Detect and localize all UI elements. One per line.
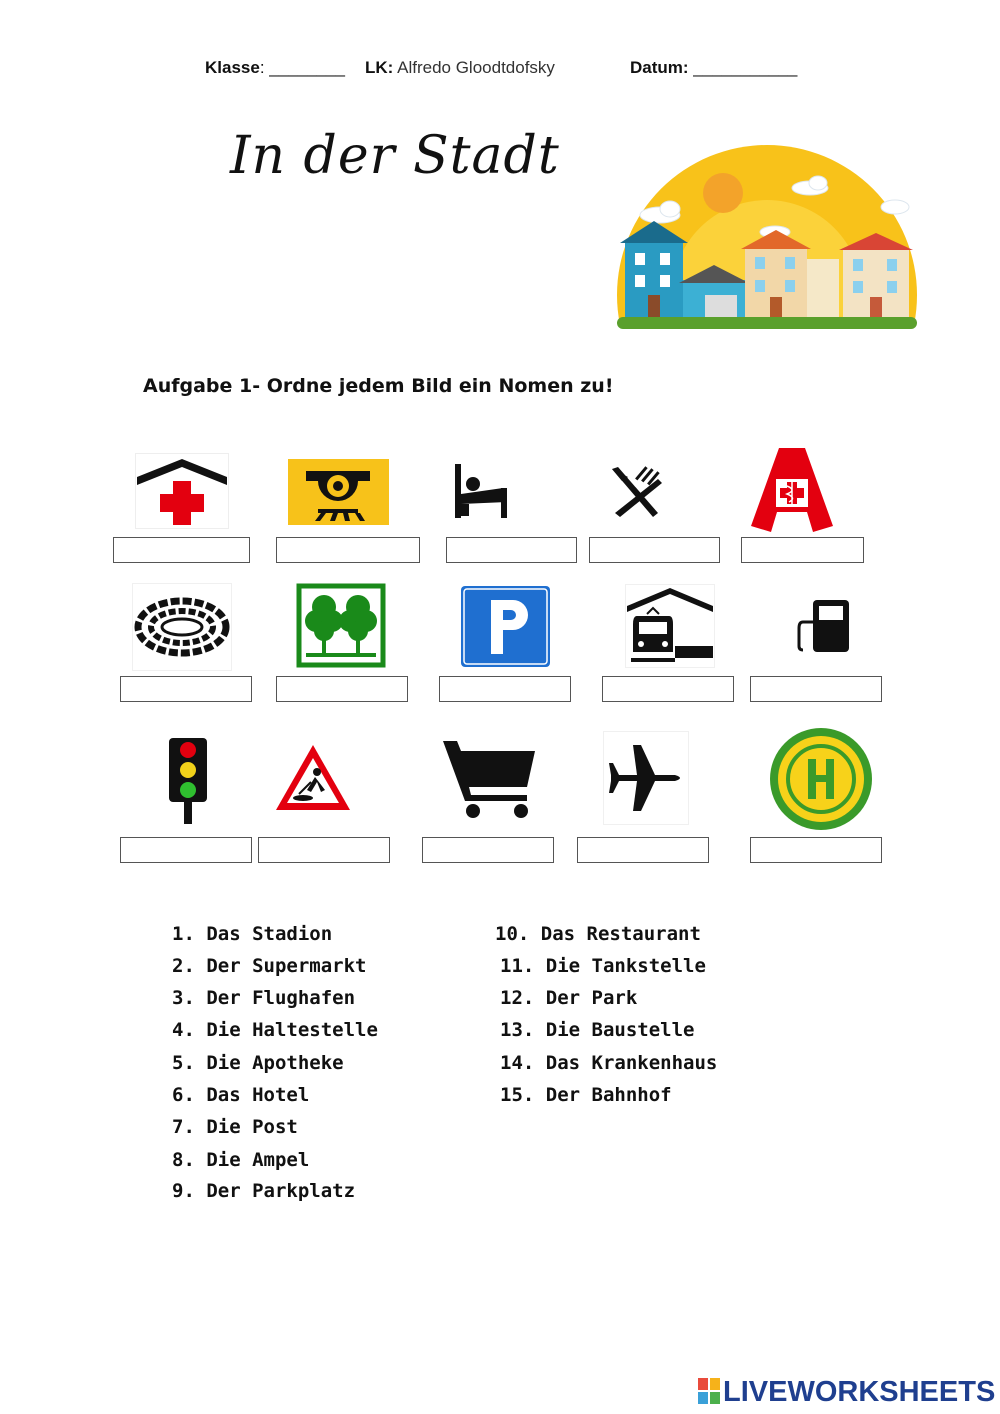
word-item: 7. Die Post	[172, 1116, 298, 1138]
parking-icon	[461, 586, 550, 667]
datum-field: Datum: ___________	[630, 58, 798, 77]
answer-box-7[interactable]	[276, 676, 408, 702]
answer-box-4[interactable]	[589, 537, 720, 563]
airplane-icon	[603, 731, 689, 825]
roadworks-icon	[273, 742, 353, 814]
answer-box-2[interactable]	[276, 537, 420, 563]
word-item: 10. Das Restaurant	[495, 923, 701, 945]
answer-box-5[interactable]	[741, 537, 864, 563]
word-item: 4. Die Haltestelle	[172, 1019, 378, 1041]
answer-box-14[interactable]	[577, 837, 709, 863]
fuel-pump-icon	[795, 598, 853, 654]
answer-box-9[interactable]	[602, 676, 734, 702]
answer-box-8[interactable]	[439, 676, 571, 702]
fork-knife-icon	[608, 465, 666, 519]
word-item: 12. Der Park	[500, 987, 638, 1009]
park-trees-icon	[296, 583, 386, 668]
answer-box-13[interactable]	[422, 837, 554, 863]
teacher-field: LK: Alfredo Gloodtdofsky	[365, 58, 555, 77]
shopping-cart-icon	[441, 737, 537, 819]
answer-box-1[interactable]	[113, 537, 250, 563]
liveworksheets-logo: LIVEWORKSHEETS	[698, 1376, 995, 1409]
word-item: 5. Die Apotheke	[172, 1052, 344, 1074]
word-item: 3. Der Flughafen	[172, 987, 356, 1009]
hospital-icon	[135, 453, 229, 529]
stadium-icon	[132, 583, 232, 671]
word-item: 8. Die Ampel	[172, 1149, 310, 1171]
word-item: 9. Der Parkplatz	[172, 1180, 356, 1202]
page-title: In der Stadt	[230, 126, 560, 186]
word-item: 14. Das Krankenhaus	[500, 1052, 718, 1074]
answer-box-10[interactable]	[750, 676, 882, 702]
answer-box-12[interactable]	[258, 837, 390, 863]
word-item: 2. Der Supermarkt	[172, 955, 367, 977]
bed-icon	[453, 462, 511, 520]
answer-box-11[interactable]	[120, 837, 252, 863]
word-item: 15. Der Bahnhof	[500, 1084, 672, 1106]
word-item: 6. Das Hotel	[172, 1084, 310, 1106]
bus-stop-icon	[768, 726, 874, 832]
answer-box-15[interactable]	[750, 837, 882, 863]
pharmacy-icon	[749, 446, 835, 533]
word-item: 13. Die Baustelle	[500, 1019, 695, 1041]
train-station-icon	[625, 584, 715, 668]
town-illustration	[615, 135, 920, 333]
traffic-light-icon	[167, 736, 209, 826]
klasse-field: Klasse: ________	[205, 58, 345, 77]
answer-box-6[interactable]	[120, 676, 252, 702]
word-item: 11. Die Tankstelle	[500, 955, 706, 977]
answer-box-3[interactable]	[446, 537, 577, 563]
word-item: 1. Das Stadion	[172, 923, 333, 945]
liveworksheets-logo-icon	[698, 1378, 720, 1404]
post-horn-icon	[288, 459, 389, 525]
task-heading: Aufgabe 1- Ordne jedem Bild ein Nomen zu!	[143, 375, 614, 397]
